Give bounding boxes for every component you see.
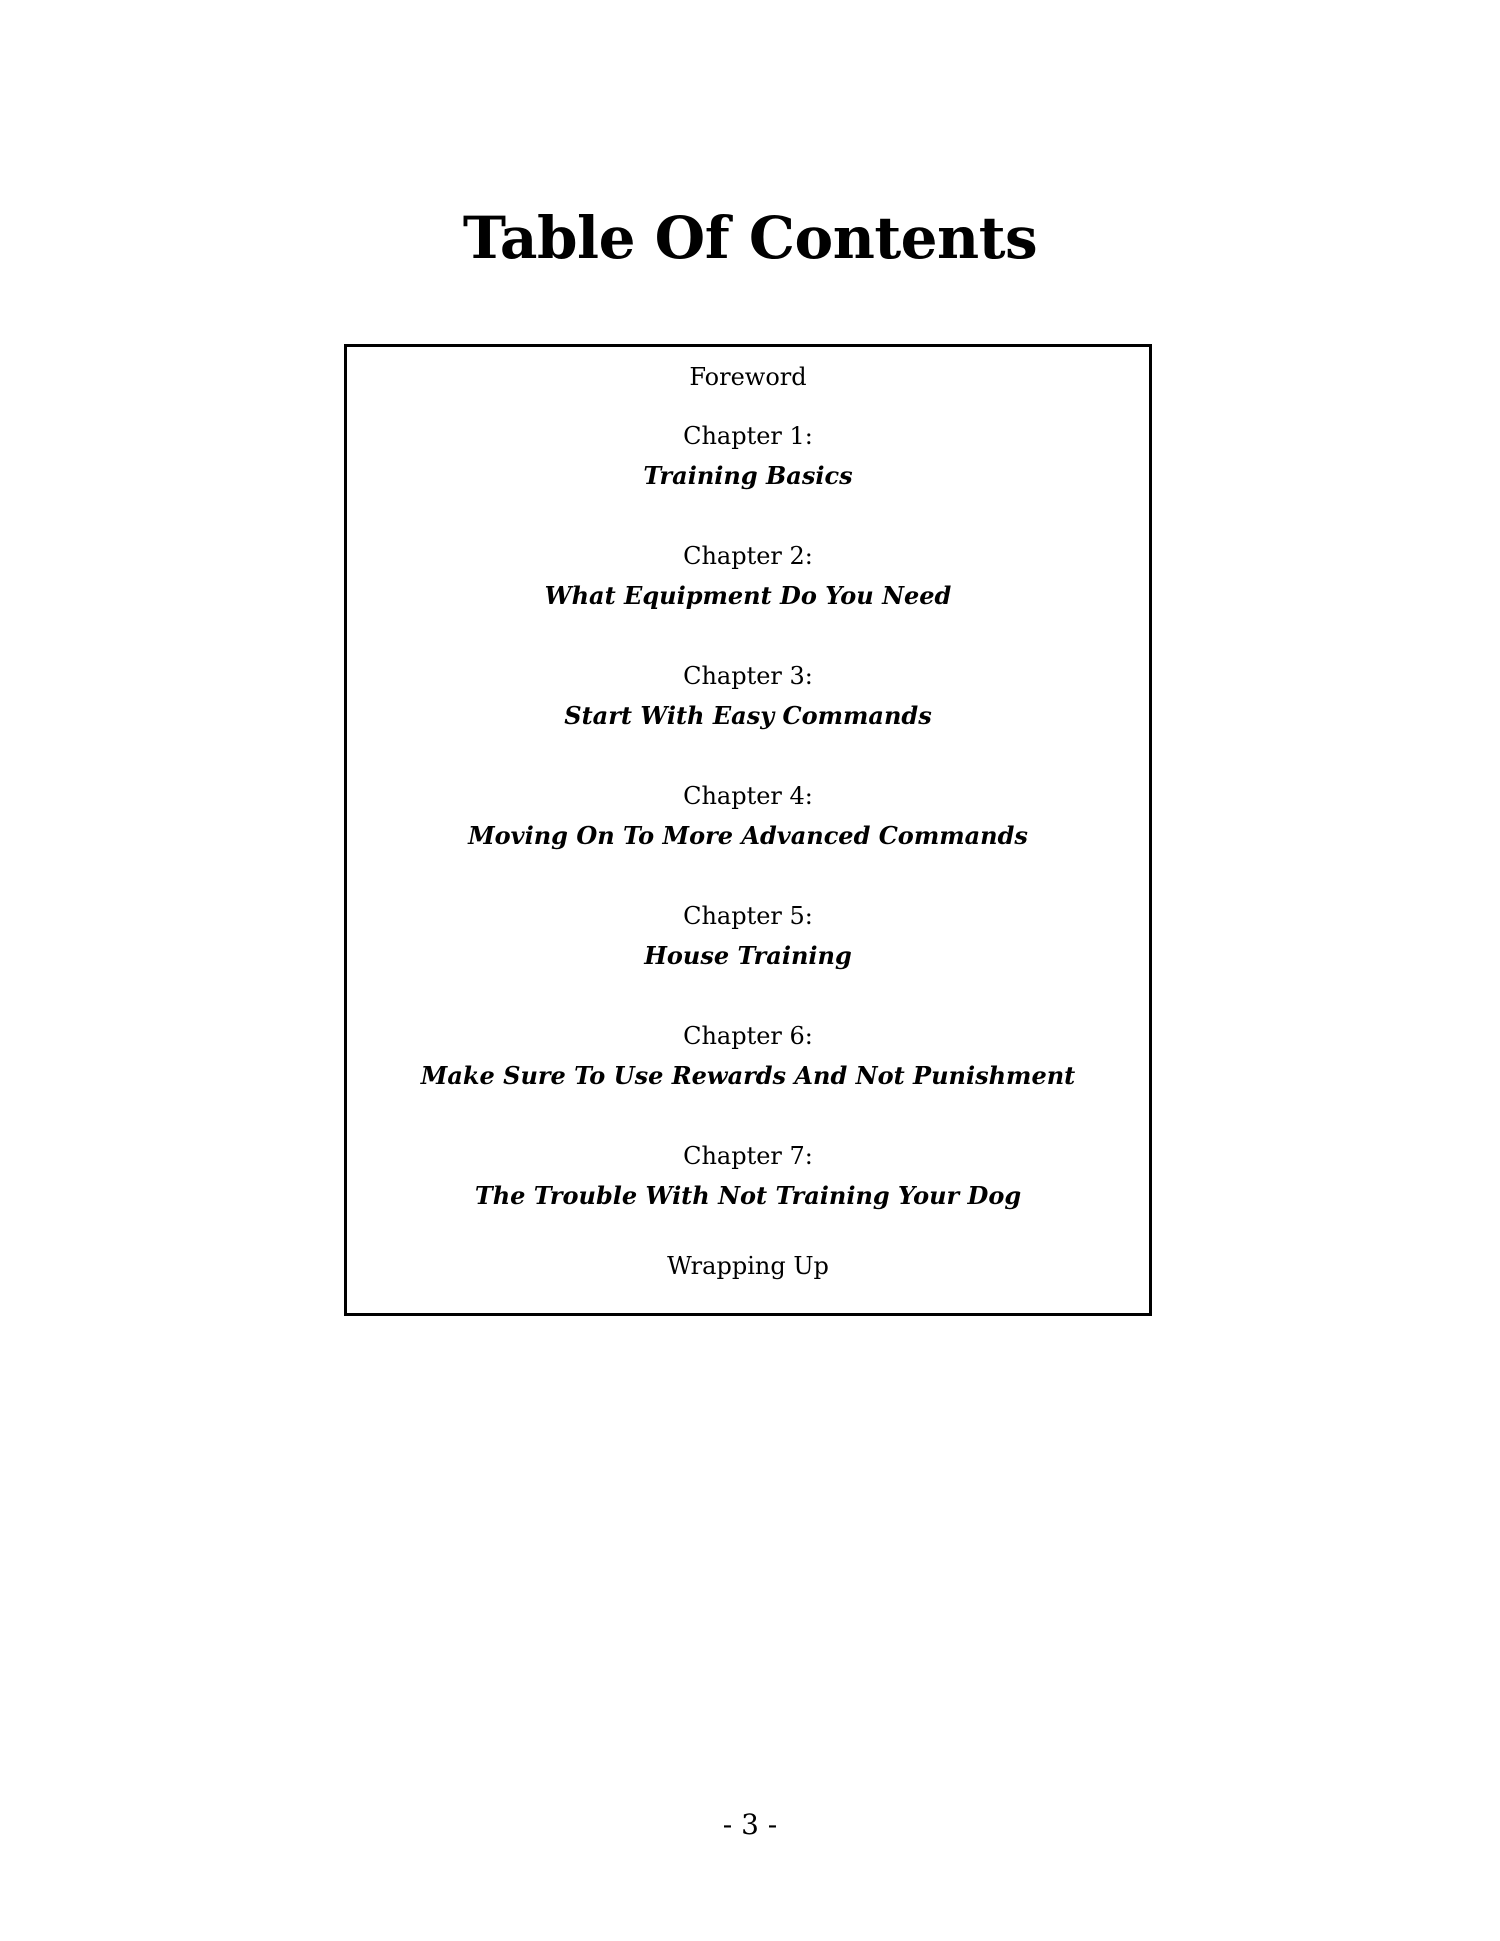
page-title: Table Of Contents <box>462 204 1038 272</box>
toc-entry-wrapping-up: Wrapping Up <box>667 1252 829 1280</box>
chapter-title: What Equipment Do You Need <box>544 581 952 610</box>
toc-entry-chapter-1 <box>347 416 1149 496</box>
table-of-contents-box <box>344 344 1152 1316</box>
chapter-title: Start With Easy Commands <box>564 701 932 730</box>
toc-entry-chapter-3 <box>347 656 1149 736</box>
chapter-label: Chapter 6: <box>683 1022 813 1050</box>
chapter-label: Chapter 3: <box>683 662 813 690</box>
chapter-title: Training Basics <box>643 461 853 490</box>
chapter-title: House Training <box>644 941 852 970</box>
chapter-title: Moving On To More Advanced Commands <box>468 821 1028 850</box>
toc-entry-chapter-5 <box>347 896 1149 976</box>
chapter-label: Chapter 5: <box>683 902 813 930</box>
chapter-label: Chapter 4: <box>683 782 813 810</box>
toc-entry-chapter-7 <box>347 1136 1149 1216</box>
chapter-title: The Trouble With Not Training Your Dog <box>474 1181 1022 1210</box>
chapter-label: Chapter 7: <box>683 1142 813 1170</box>
toc-entry-chapter-4 <box>347 776 1149 856</box>
chapter-label: Chapter 1: <box>683 422 813 450</box>
chapter-label: Chapter 2: <box>683 542 813 570</box>
toc-entry-chapter-6 <box>347 1016 1149 1096</box>
toc-entry-chapter-2 <box>347 536 1149 616</box>
chapter-title: Make Sure To Use Rewards And Not Punishment <box>420 1061 1076 1090</box>
toc-entry-foreword: Foreword <box>689 363 807 391</box>
page-number: - 3 - <box>722 1808 778 1841</box>
